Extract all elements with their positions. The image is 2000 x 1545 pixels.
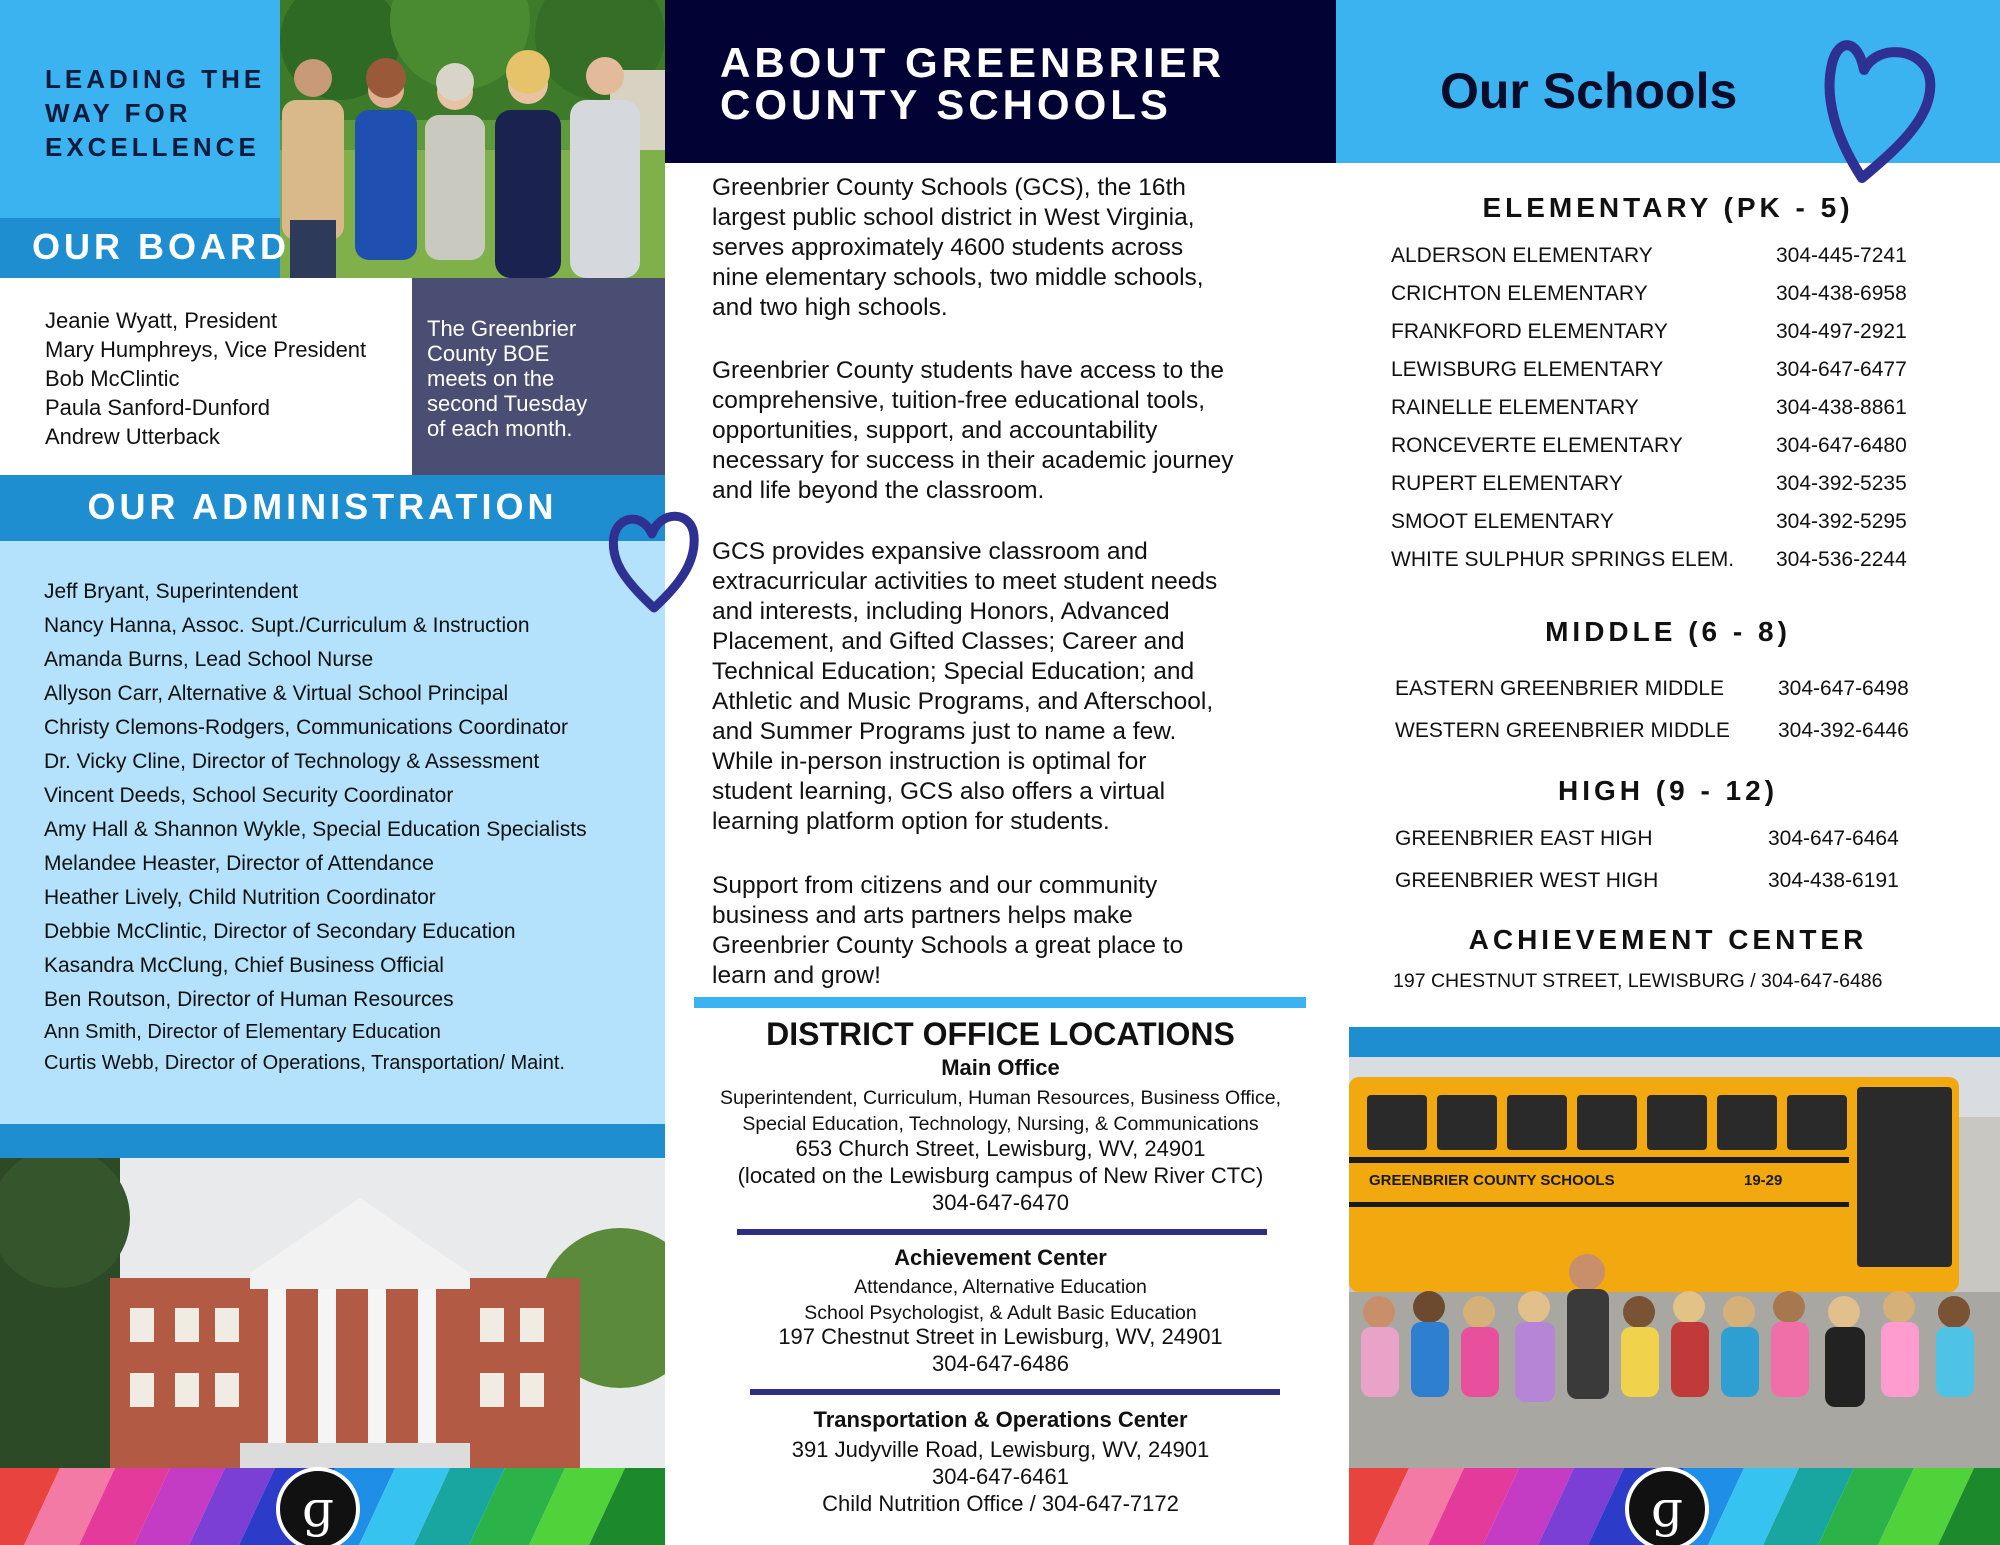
school-phone: 304-438-8861	[1776, 396, 1907, 419]
admin-member: Debbie McClintic, Director of Secondary Education	[44, 920, 516, 943]
boe-line: second Tuesday	[427, 391, 588, 416]
boe-line: The Greenbrier	[427, 316, 577, 341]
school-name: SMOOT ELEMENTARY	[1391, 510, 1614, 533]
admin-member: Melandee Heaster, Director of Attendance	[44, 852, 434, 875]
school-phone: 304-497-2921	[1776, 320, 1907, 343]
photo-top-band	[1349, 1027, 2000, 1057]
board-member-list	[45, 306, 366, 451]
board-member: Paula Sanford-Dunford	[45, 395, 271, 420]
boe-line: County BOE	[427, 341, 550, 366]
leading-tagline	[45, 62, 275, 164]
admin-member: Nancy Hanna, Assoc. Supt./Curriculum & Instruction	[44, 614, 530, 637]
achievement-center-departments: Attendance, Alternative Education School Psychologist, & Adult Basic Education	[804, 1276, 1197, 1324]
building-photo	[0, 1158, 665, 1468]
school-name: EASTERN GREENBRIER MIDDLE	[1395, 677, 1725, 700]
tagline-line: WAY FOR	[45, 98, 192, 128]
school-name: RUPERT ELEMENTARY	[1391, 472, 1623, 495]
school-name: RONCEVERTE ELEMENTARY	[1391, 434, 1683, 457]
office-divider	[737, 1229, 1267, 1235]
admin-member: Amy Hall & Shannon Wykle, Special Education Specialists	[44, 818, 587, 841]
school-phone: 304-647-6480	[1776, 434, 1907, 457]
boe-line: meets on the	[427, 366, 555, 391]
elementary-heading: ELEMENTARY (PK - 5)	[1482, 192, 1854, 223]
boe-meeting-text	[427, 316, 657, 441]
tagline-line: EXCELLENCE	[45, 132, 260, 162]
schools-title: Our Schools	[1440, 63, 1738, 119]
about-paragraph: Greenbrier County Schools (GCS), the 16th largest public school district in West Virginia, serves approximately 4600 students across nine elementary schools, two middle schools, and two high schools.	[712, 174, 1204, 321]
administration-title: OUR ADMINISTRATION	[87, 486, 558, 527]
gcs-logo-icon: ɡ	[1625, 1467, 1709, 1545]
board-member: Mary Humphreys, Vice President	[45, 337, 367, 362]
achievement-center-label: Achievement Center	[894, 1245, 1107, 1270]
boe-line: of each month.	[427, 416, 573, 441]
school-phone: 304-536-2244	[1776, 548, 1907, 571]
administration-bottom-band	[0, 1124, 665, 1158]
office-divider	[750, 1389, 1280, 1395]
administration-list	[44, 575, 587, 1079]
school-name: RAINELLE ELEMENTARY	[1391, 396, 1639, 419]
achievement-center-address: 197 Chestnut Street in Lewisburg, WV, 24901 304-647-6486	[778, 1324, 1223, 1376]
board-member: Jeanie Wyatt, President	[45, 308, 278, 333]
admin-member: Amanda Burns, Lead School Nurse	[44, 648, 374, 671]
school-name: CRICHTON ELEMENTARY	[1391, 282, 1648, 305]
gcs-logo-icon: ɡ	[276, 1467, 360, 1545]
about-paragraph: GCS provides expansive classroom and extracurricular activities to meet student needs and interests, including Honors, Advanced Placement, and Gifted Classes; Career and Technical Education; Special Education; and Athletic and Music Programs, and Afterschool, and Summer Programs just to name a few. While in-person instruction is optimal for student learning, GCS also offers a virtual learning platform option for students.	[712, 538, 1218, 835]
school-name: FRANKFORD ELEMENTARY	[1391, 320, 1668, 343]
section-divider	[694, 997, 1306, 1008]
school-phone: 304-392-6446	[1778, 719, 1909, 742]
admin-member: Kasandra McClung, Chief Business Official	[44, 954, 444, 977]
achievement-center-address-line: 197 CHESTNUT STREET, LEWISBURG / 304-647-6486	[1393, 970, 1883, 992]
admin-member: Ben Routson, Director of Human Resources	[44, 988, 454, 1011]
about-paragraph: Greenbrier County students have access to the comprehensive, tuition-free educational tools, opportunities, support, and accountability necessary for success in their academic journey and life beyond the classroom.	[712, 357, 1234, 504]
admin-member: Christy Clemons-Rodgers, Communications Coordinator	[44, 716, 569, 739]
school-phone: 304-392-5295	[1776, 510, 1907, 533]
school-phone: 304-647-6498	[1778, 677, 1909, 700]
admin-member: Vincent Deeds, School Security Coordinator	[44, 784, 454, 807]
school-bus-photo	[1349, 1057, 2000, 1468]
heart-icon	[1818, 28, 1940, 186]
school-phone: 304-445-7241	[1776, 244, 1907, 267]
high-heading: HIGH (9 - 12)	[1557, 775, 1779, 806]
main-office-departments: Superintendent, Curriculum, Human Resources, Business Office, Special Education, Technology, Nursing, & Communications	[719, 1087, 1282, 1135]
transportation-center-address: 391 Judyville Road, Lewisburg, WV, 24901 304-647-6461 Child Nutrition Office / 304-647-7172	[791, 1437, 1210, 1516]
main-office-label: Main Office	[941, 1055, 1060, 1080]
achievement-center-heading: ACHIEVEMENT CENTER	[1468, 924, 1868, 955]
admin-member: Ann Smith, Director of Elementary Education	[44, 1021, 441, 1043]
school-phone: 304-647-6464	[1768, 827, 1899, 850]
admin-member: Allyson Carr, Alternative & Virtual School Principal	[44, 682, 509, 705]
transportation-center-label: Transportation & Operations Center	[813, 1407, 1188, 1432]
tagline-line: LEADING THE	[45, 64, 266, 94]
about-title	[720, 39, 1320, 128]
board-title: OUR BOARD	[32, 226, 290, 267]
bus-number-text: 19-29	[1744, 1172, 1783, 1189]
school-name: WESTERN GREENBRIER MIDDLE	[1395, 719, 1730, 742]
admin-member: Dr. Vicky Cline, Director of Technology & Assessment	[44, 750, 540, 773]
main-office-address: 653 Church Street, Lewisburg, WV, 24901 (located on the Lewisburg campus of New River CTC) 304-647-6470	[737, 1136, 1264, 1215]
about-paragraph: Support from citizens and our community business and arts partners helps make Greenbrier County Schools a great place to learn and grow!	[712, 872, 1184, 989]
board-member: Bob McClintic	[45, 366, 180, 391]
school-name: GREENBRIER WEST HIGH	[1395, 869, 1659, 892]
bus-sign-text: GREENBRIER COUNTY SCHOOLS	[1369, 1172, 1615, 1189]
school-name: ALDERSON ELEMENTARY	[1391, 244, 1653, 267]
heart-icon	[604, 500, 704, 618]
district-offices-title: DISTRICT OFFICE LOCATIONS	[766, 1016, 1235, 1052]
school-name: GREENBRIER EAST HIGH	[1395, 827, 1653, 850]
about-title-line: ABOUT GREENBRIER	[720, 39, 1226, 86]
school-phone: 304-438-6191	[1768, 869, 1899, 892]
admin-member: Heather Lively, Child Nutrition Coordinator	[44, 886, 436, 909]
school-phone: 304-392-5235	[1776, 472, 1907, 495]
board-member: Andrew Utterback	[45, 424, 220, 449]
admin-member: Curtis Webb, Director of Operations, Transportation/ Maint.	[44, 1052, 565, 1074]
board-photo	[280, 0, 665, 278]
school-phone: 304-438-6958	[1776, 282, 1907, 305]
about-title-line: COUNTY SCHOOLS	[720, 81, 1172, 128]
admin-member: Jeff Bryant, Superintendent	[44, 580, 299, 603]
school-phone: 304-647-6477	[1776, 358, 1907, 381]
middle-heading: MIDDLE (6 - 8)	[1545, 616, 1791, 647]
school-name: LEWISBURG ELEMENTARY	[1391, 358, 1664, 381]
school-name: WHITE SULPHUR SPRINGS ELEM.	[1391, 548, 1735, 571]
